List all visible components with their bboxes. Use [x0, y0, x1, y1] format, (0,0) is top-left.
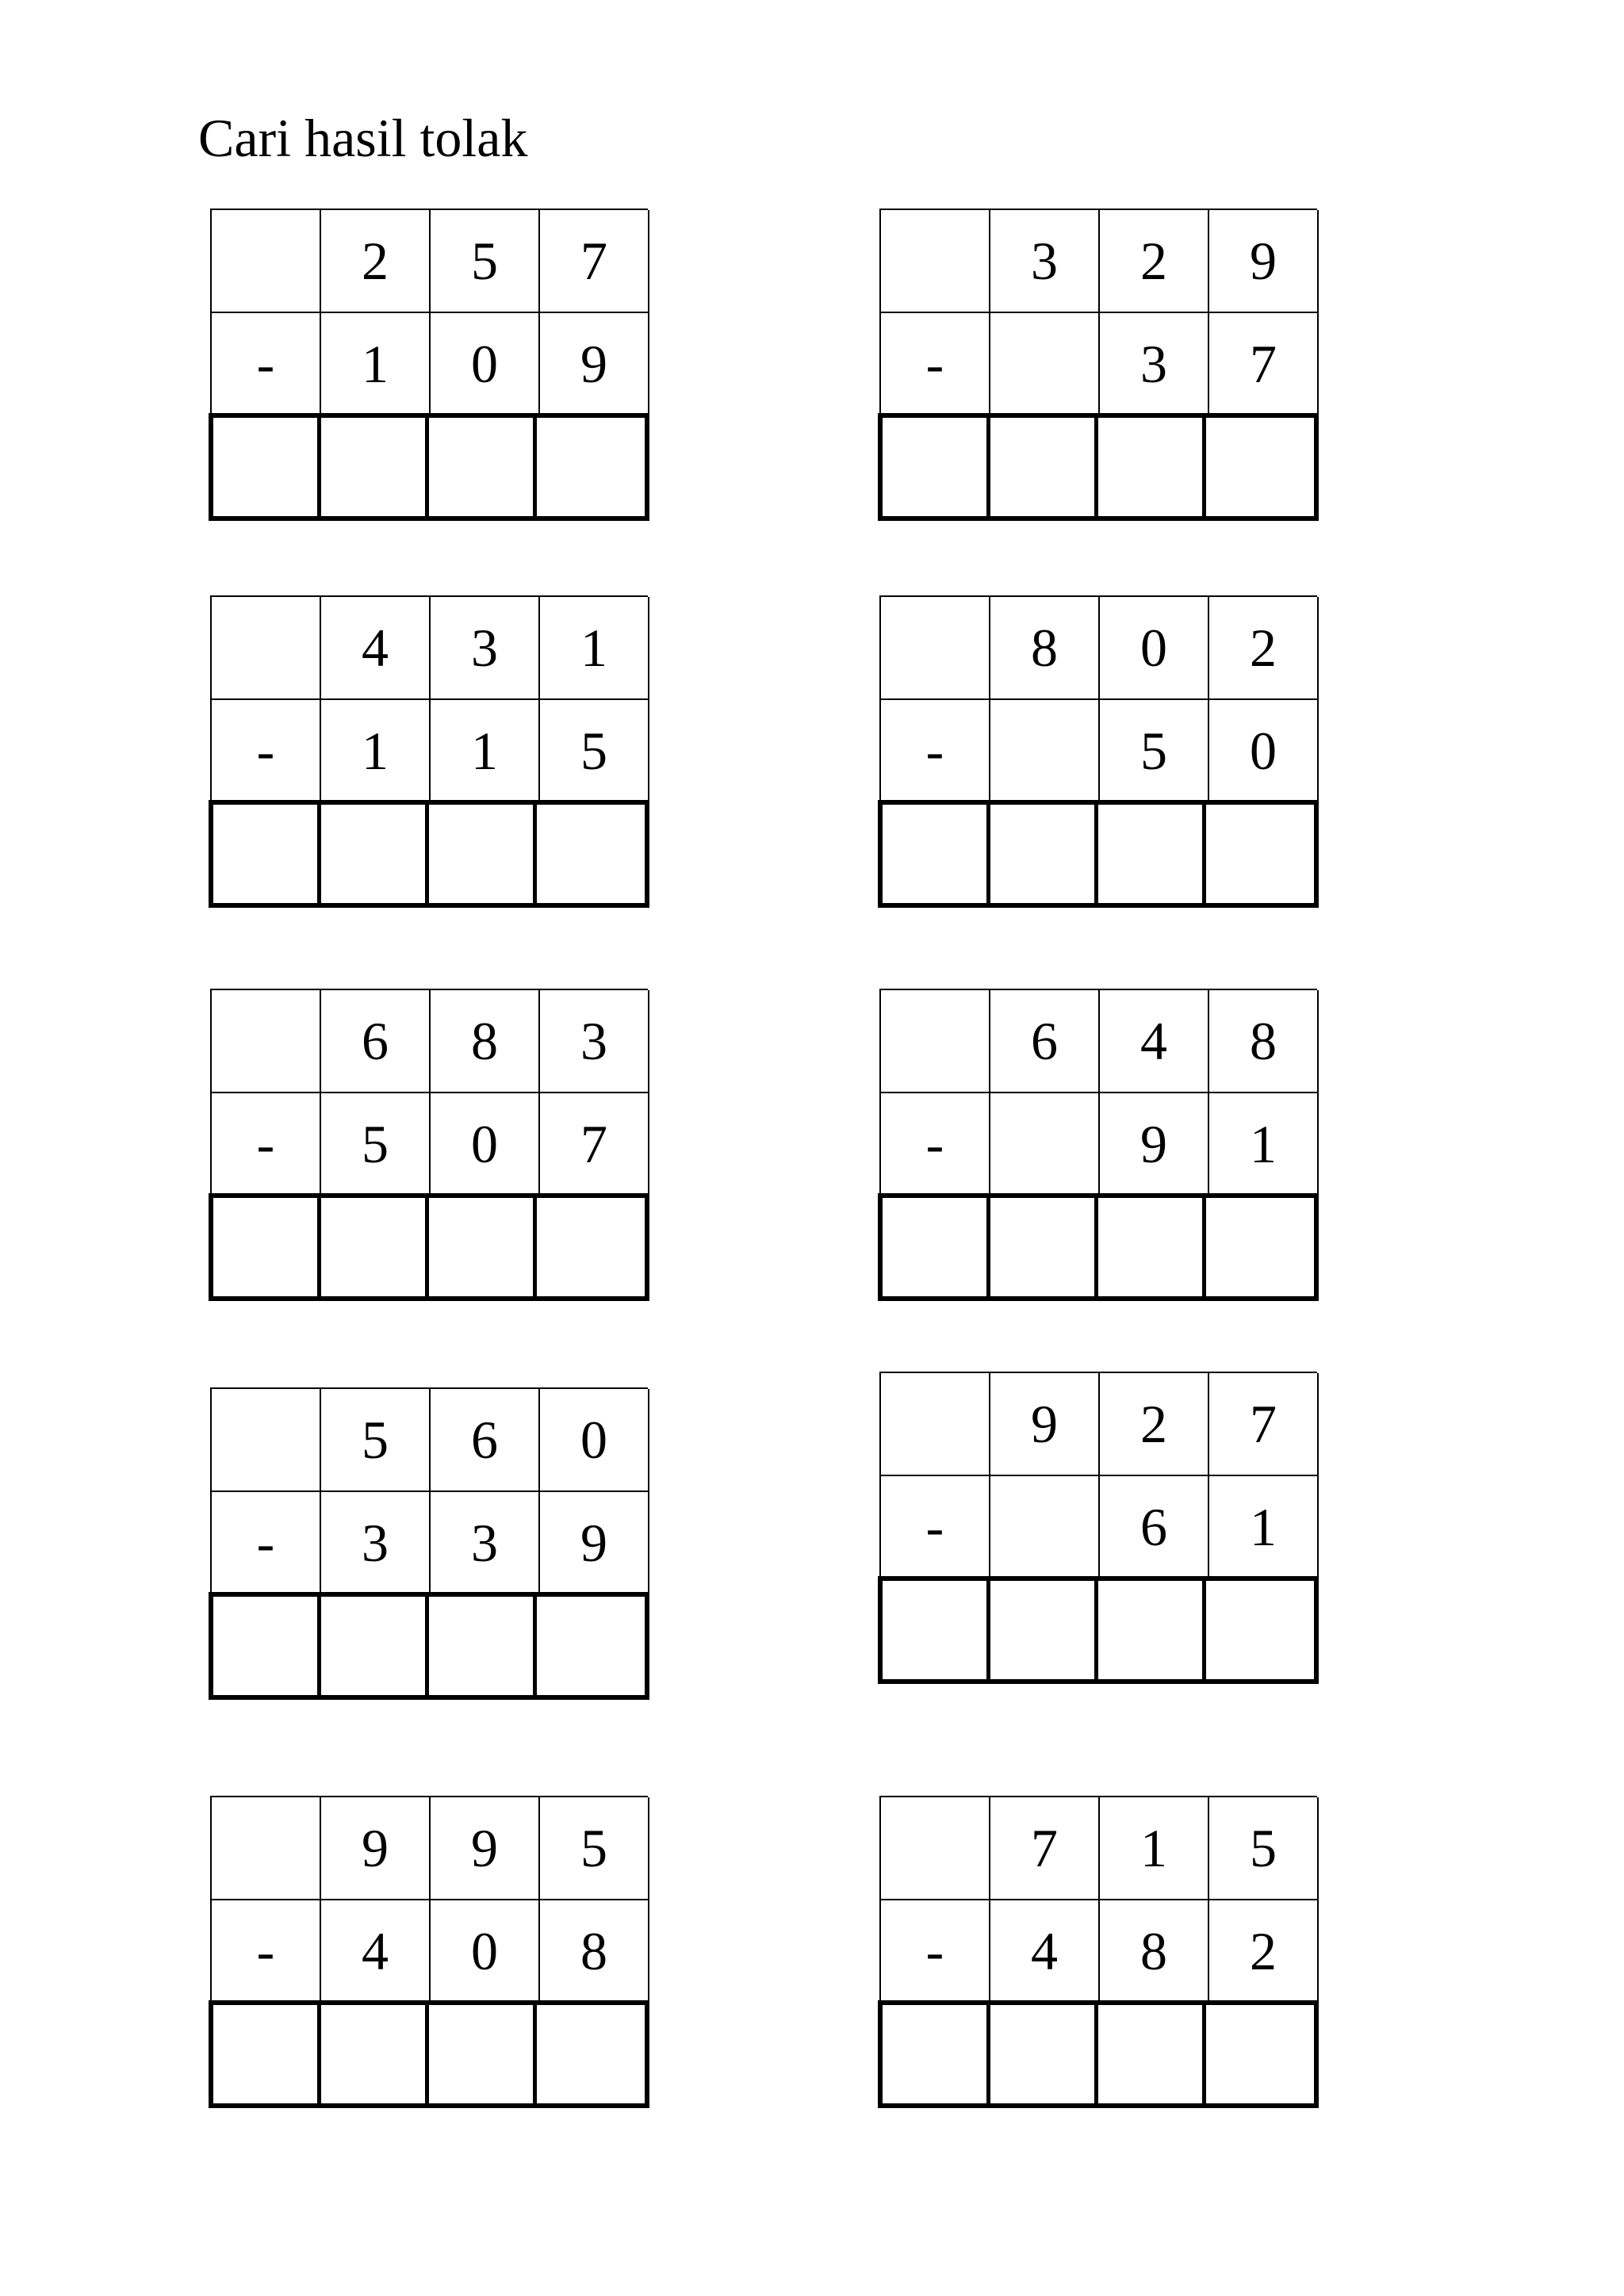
answer-box[interactable]: [429, 1597, 537, 1695]
subtrahend-digit: 5: [321, 1093, 431, 1196]
answer-box[interactable]: [990, 805, 1098, 903]
answer-row: [878, 1576, 1319, 1684]
problem-grid: [210, 209, 648, 416]
answer-box[interactable]: [883, 1581, 990, 1679]
subtrahend-digit: 0: [431, 1093, 540, 1196]
subtrahend-digit: 7: [540, 1093, 649, 1196]
subtraction-problem: [210, 209, 648, 519]
answer-box[interactable]: [321, 2005, 429, 2103]
minuend-digit: 5: [540, 1797, 649, 1900]
worksheet-title: Cari hasil tolak: [198, 108, 528, 168]
answer-box[interactable]: [990, 2005, 1098, 2103]
answer-box[interactable]: [883, 418, 990, 516]
subtrahend-digit: 1: [431, 700, 540, 803]
minuend-digit: [881, 990, 990, 1093]
answer-box[interactable]: [321, 418, 429, 516]
subtrahend-digit: 8: [540, 1900, 649, 2003]
answer-box[interactable]: [1206, 805, 1314, 903]
answer-box[interactable]: [1206, 1581, 1314, 1679]
subtrahend-digit: [990, 1093, 1100, 1196]
answer-box[interactable]: [1098, 1198, 1206, 1296]
subtraction-problem: [879, 989, 1317, 1299]
answer-box[interactable]: [321, 1198, 429, 1296]
subtrahend-digit: 5: [540, 700, 649, 803]
minus-sign: -: [212, 313, 321, 416]
answer-box[interactable]: [1206, 1198, 1314, 1296]
minuend-digit: [212, 597, 321, 700]
answer-row: [878, 2000, 1319, 2108]
subtraction-problem: [879, 209, 1317, 519]
answer-box[interactable]: [213, 1597, 321, 1695]
answer-box[interactable]: [429, 2005, 537, 2103]
answer-box[interactable]: [883, 2005, 990, 2103]
minuend-digit: 7: [990, 1797, 1100, 1900]
minuend-digit: 8: [990, 597, 1100, 700]
answer-box[interactable]: [1206, 418, 1314, 516]
subtrahend-digit: 9: [540, 313, 649, 416]
answer-row: [209, 413, 649, 521]
answer-box[interactable]: [213, 418, 321, 516]
answer-box[interactable]: [537, 1597, 645, 1695]
minuend-digit: [881, 210, 990, 313]
problem-grid: [879, 1796, 1317, 2003]
subtrahend-digit: 3: [1100, 313, 1209, 416]
minuend-digit: [881, 1797, 990, 1900]
minus-sign: -: [881, 1476, 990, 1579]
minuend-digit: 5: [1209, 1797, 1319, 1900]
minuend-digit: [881, 597, 990, 700]
minuend-digit: 3: [540, 990, 649, 1093]
minuend-digit: 9: [990, 1373, 1100, 1476]
minuend-digit: 8: [1209, 990, 1319, 1093]
subtraction-problem: [879, 1796, 1317, 2107]
minuend-digit: 2: [321, 210, 431, 313]
minus-sign: -: [212, 1492, 321, 1595]
answer-row: [878, 1193, 1319, 1301]
answer-row: [209, 1592, 649, 1700]
minuend-digit: 6: [321, 990, 431, 1093]
problem-grid: [210, 1796, 648, 2003]
minus-sign: -: [881, 700, 990, 803]
answer-box[interactable]: [213, 1198, 321, 1296]
minus-sign: -: [212, 1900, 321, 2003]
subtrahend-digit: 1: [1209, 1476, 1319, 1579]
answer-row: [209, 1193, 649, 1301]
subtrahend-digit: 8: [1100, 1900, 1209, 2003]
problem-grid: [210, 1387, 648, 1595]
minuend-digit: 3: [431, 597, 540, 700]
answer-box[interactable]: [883, 1198, 990, 1296]
subtrahend-digit: 5: [1100, 700, 1209, 803]
minuend-digit: [212, 210, 321, 313]
subtrahend-digit: 1: [321, 313, 431, 416]
answer-box[interactable]: [429, 1198, 537, 1296]
minuend-digit: 9: [321, 1797, 431, 1900]
answer-box[interactable]: [1098, 1581, 1206, 1679]
minuend-digit: 2: [1100, 210, 1209, 313]
answer-box[interactable]: [429, 805, 537, 903]
minuend-digit: [212, 1389, 321, 1492]
minuend-digit: 7: [540, 210, 649, 313]
minuend-digit: 8: [431, 990, 540, 1093]
answer-box[interactable]: [213, 2005, 321, 2103]
minuend-digit: 1: [540, 597, 649, 700]
subtrahend-digit: 1: [1209, 1093, 1319, 1196]
answer-row: [209, 800, 649, 908]
minuend-digit: 5: [321, 1389, 431, 1492]
subtraction-problem: [879, 595, 1317, 906]
minuend-digit: 9: [431, 1797, 540, 1900]
subtrahend-digit: 9: [1100, 1093, 1209, 1196]
minuend-digit: [212, 990, 321, 1093]
answer-box[interactable]: [1206, 2005, 1314, 2103]
minus-sign: -: [881, 1900, 990, 2003]
minuend-digit: 4: [321, 597, 431, 700]
answer-box[interactable]: [883, 805, 990, 903]
minuend-digit: [212, 1797, 321, 1900]
subtrahend-digit: 3: [321, 1492, 431, 1595]
answer-box[interactable]: [213, 805, 321, 903]
subtraction-problem: [879, 1372, 1317, 1682]
minuend-digit: 6: [990, 990, 1100, 1093]
minuend-digit: 5: [431, 210, 540, 313]
subtraction-problem: [210, 595, 648, 906]
minus-sign: -: [212, 1093, 321, 1196]
subtraction-problem: [210, 1387, 648, 1698]
problem-grid: [210, 989, 648, 1196]
answer-box[interactable]: [990, 418, 1098, 516]
subtrahend-digit: 4: [990, 1900, 1100, 2003]
minus-sign: -: [881, 313, 990, 416]
answer-box[interactable]: [537, 1198, 645, 1296]
minuend-digit: 0: [1100, 597, 1209, 700]
subtrahend-digit: 7: [1209, 313, 1319, 416]
subtrahend-digit: [990, 700, 1100, 803]
minuend-digit: 0: [540, 1389, 649, 1492]
subtrahend-digit: 4: [321, 1900, 431, 2003]
answer-box[interactable]: [537, 418, 645, 516]
minuend-digit: 9: [1209, 210, 1319, 313]
subtrahend-digit: 0: [1209, 700, 1319, 803]
answer-box[interactable]: [321, 805, 429, 903]
minuend-digit: 7: [1209, 1373, 1319, 1476]
minuend-digit: 6: [431, 1389, 540, 1492]
subtrahend-digit: 1: [321, 700, 431, 803]
minuend-digit: 2: [1100, 1373, 1209, 1476]
subtrahend-digit: 2: [1209, 1900, 1319, 2003]
answer-row: [878, 413, 1319, 521]
minuend-digit: [881, 1373, 990, 1476]
problem-grid: [879, 209, 1317, 416]
subtraction-problem: [210, 1796, 648, 2107]
subtrahend-digit: 6: [1100, 1476, 1209, 1579]
subtrahend-digit: 0: [431, 1900, 540, 2003]
problem-grid: [879, 989, 1317, 1196]
answer-box[interactable]: [429, 418, 537, 516]
answer-box[interactable]: [537, 2005, 645, 2103]
answer-box[interactable]: [1098, 805, 1206, 903]
problem-grid: [879, 1372, 1317, 1579]
minus-sign: -: [881, 1093, 990, 1196]
answer-row: [209, 2000, 649, 2108]
answer-box[interactable]: [990, 1198, 1098, 1296]
problem-grid: [879, 595, 1317, 803]
subtrahend-digit: 0: [431, 313, 540, 416]
minuend-digit: 1: [1100, 1797, 1209, 1900]
answer-box[interactable]: [1098, 2005, 1206, 2103]
subtrahend-digit: [990, 313, 1100, 416]
answer-box[interactable]: [537, 805, 645, 903]
minuend-digit: 3: [990, 210, 1100, 313]
minus-sign: -: [212, 700, 321, 803]
answer-row: [878, 800, 1319, 908]
minuend-digit: 2: [1209, 597, 1319, 700]
subtrahend-digit: 3: [431, 1492, 540, 1595]
answer-box[interactable]: [990, 1581, 1098, 1679]
problem-grid: [210, 595, 648, 803]
minuend-digit: 4: [1100, 990, 1209, 1093]
subtraction-problem: [210, 989, 648, 1299]
answer-box[interactable]: [321, 1597, 429, 1695]
subtrahend-digit: [990, 1476, 1100, 1579]
subtrahend-digit: 9: [540, 1492, 649, 1595]
answer-box[interactable]: [1098, 418, 1206, 516]
